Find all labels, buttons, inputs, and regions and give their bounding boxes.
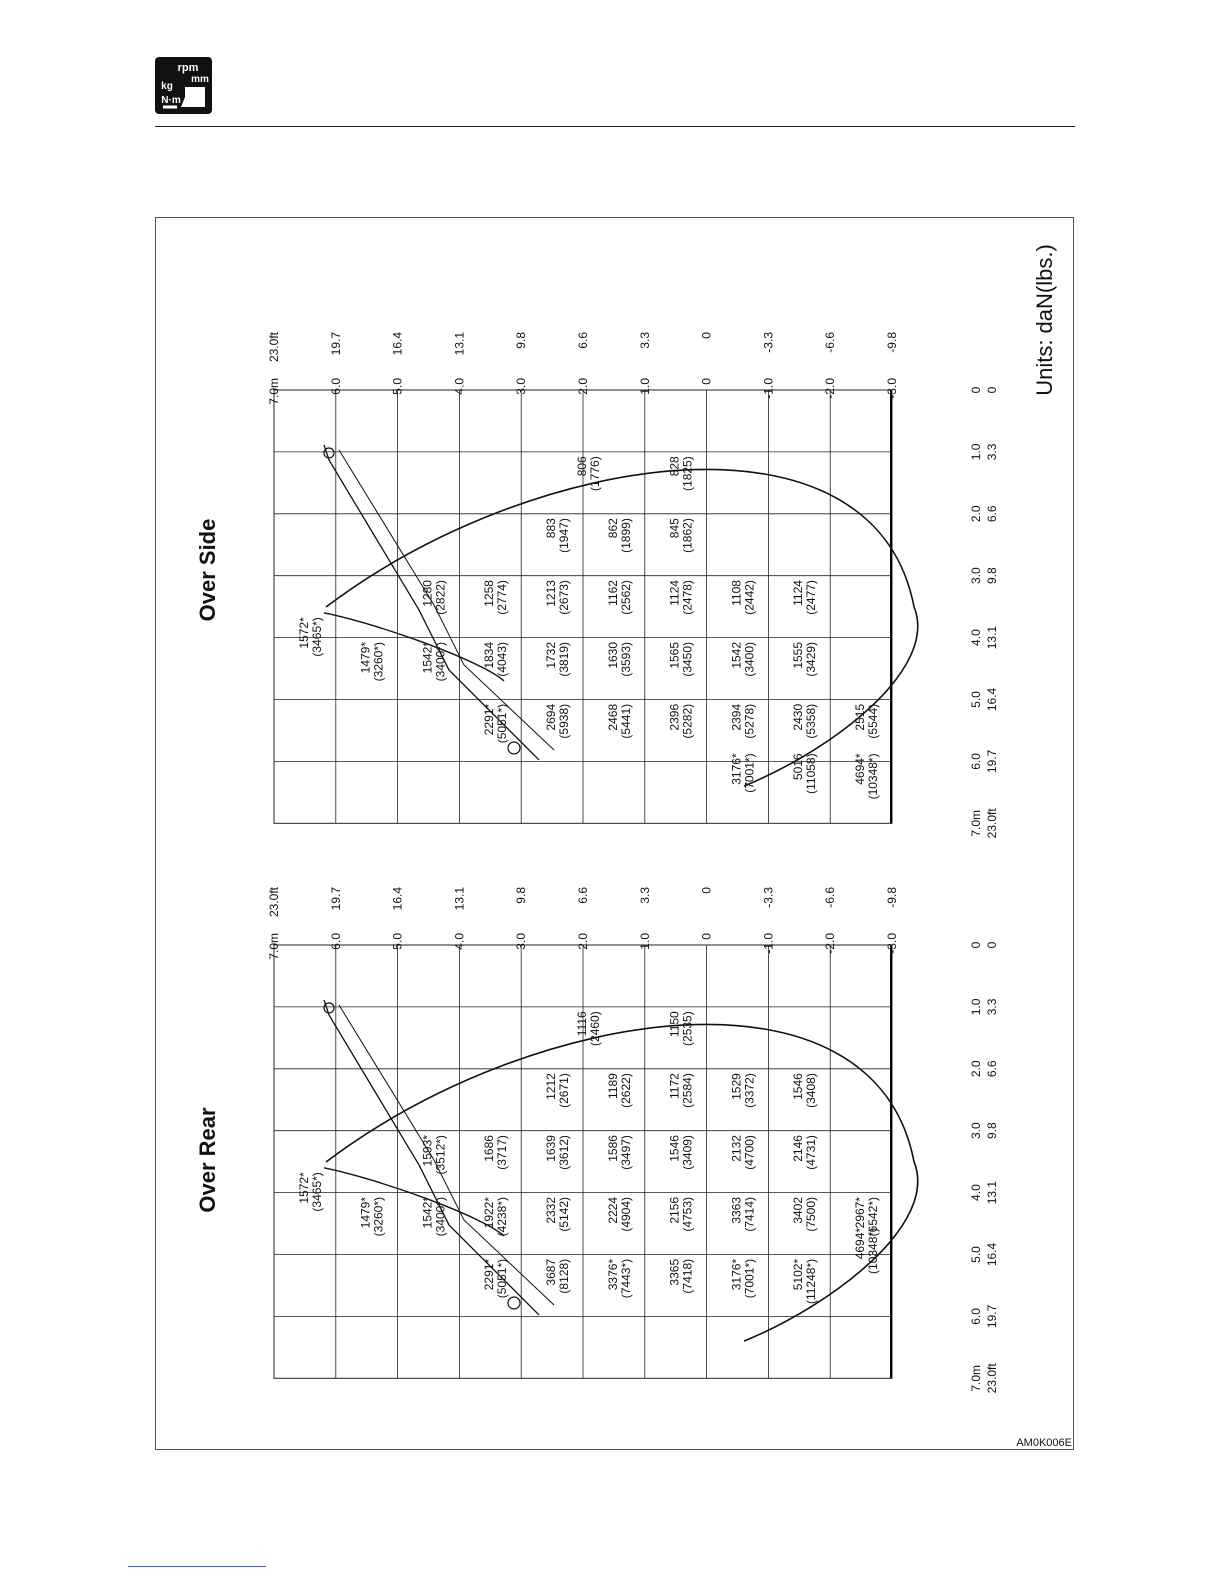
load-value: 4694* xyxy=(853,1227,867,1260)
load-value-lbs: (11248*) xyxy=(804,1258,819,1305)
boom-pin xyxy=(508,742,520,754)
radius-label-m: 3.0 xyxy=(969,567,983,585)
load-value-lbs: (3593) xyxy=(618,641,633,677)
load-value: 1108 xyxy=(729,580,744,606)
load-value-lbs: (3819) xyxy=(557,641,571,677)
load-value-lbs: (3372) xyxy=(742,1073,757,1108)
height-label-ft: 19.7 xyxy=(328,332,343,356)
load-value: 2291* xyxy=(482,703,497,736)
load-value: 2156 xyxy=(667,1196,682,1224)
radius-label-ft: 16.4 xyxy=(985,687,999,712)
load-value: 1542* xyxy=(420,641,435,674)
radius-label-ft: 9.8 xyxy=(985,1122,999,1140)
load-value-lbs: (5544) xyxy=(866,703,880,739)
over-rear-panel xyxy=(195,886,999,1393)
height-label-m: 1.0 xyxy=(637,933,652,950)
height-label-ft: 0 xyxy=(699,887,714,894)
load-value: 5016 xyxy=(791,753,806,781)
logo-mm-text: mm xyxy=(191,74,209,85)
radius-label-ft: 0 xyxy=(985,941,999,949)
inner-reach-curve xyxy=(324,613,504,681)
load-value-lbs: (4700) xyxy=(742,1135,757,1170)
load-value: 828 xyxy=(667,456,682,477)
load-value: 1542* xyxy=(420,1196,435,1229)
load-value-lbs: (10348*) xyxy=(866,753,880,800)
load-value: 806 xyxy=(574,456,589,477)
height-label-m: 4.0 xyxy=(452,378,467,395)
load-value: 3363 xyxy=(729,1196,744,1224)
load-value-lbs: (3429) xyxy=(804,641,819,677)
load-value-lbs: (11058) xyxy=(804,753,819,794)
radius-label-ft: 23.0ft xyxy=(985,808,999,839)
units-label: Units: daN(lbs.) xyxy=(1032,244,1057,396)
load-value: 1542 xyxy=(729,641,744,669)
load-value-lbs: (3512*) xyxy=(433,1135,448,1175)
load-value-lbs: (1947) xyxy=(557,518,571,553)
inner-reach-curve xyxy=(324,1168,504,1236)
height-label-ft: 9.8 xyxy=(514,887,529,904)
radius-label-m: 5.0 xyxy=(969,691,983,708)
radius-label-ft: 3.3 xyxy=(985,443,999,461)
radius-label-m: 1.0 xyxy=(969,443,983,461)
height-label-ft: 6.6 xyxy=(576,887,590,904)
load-value-lbs: (2562) xyxy=(618,580,633,615)
load-value: 2430 xyxy=(791,703,806,731)
load-value: 1593* xyxy=(420,1135,435,1167)
radius-label-m: 2.0 xyxy=(969,505,983,523)
load-value: 4694* xyxy=(853,753,867,785)
load-value: 1586 xyxy=(605,1135,620,1162)
radius-label-ft: 13.1 xyxy=(985,625,999,650)
load-value-lbs: (3612) xyxy=(557,1135,571,1170)
load-value-lbs: (3400*) xyxy=(433,641,448,682)
height-label-m: -3.0 xyxy=(885,933,899,954)
radius-label-ft: 19.7 xyxy=(985,749,999,774)
load-value-lbs: (7418) xyxy=(680,1258,695,1294)
load-value: 3365 xyxy=(667,1258,682,1286)
load-value-lbs: (3408) xyxy=(804,1073,819,1108)
load-value-lbs: (3409) xyxy=(680,1135,695,1170)
load-value-lbs: (1825) xyxy=(680,456,695,491)
height-label-ft: 23.0ft xyxy=(267,887,281,918)
load-value: 1116 xyxy=(574,1011,589,1037)
load-value: 1565 xyxy=(667,641,682,669)
radius-label-m: 0 xyxy=(969,941,983,949)
radius-label-m: 2.0 xyxy=(969,1060,983,1078)
height-label-m: 7.0m xyxy=(267,933,281,960)
load-value: 1572* xyxy=(296,1172,311,1204)
load-value-lbs: (2622) xyxy=(618,1073,633,1108)
arm-pin xyxy=(324,1003,334,1013)
load-value: 1150 xyxy=(667,1011,682,1038)
load-value: 3376* xyxy=(605,1258,620,1291)
radius-label-m: 6.0 xyxy=(969,753,983,770)
height-label-m: 0 xyxy=(699,378,714,385)
load-value-lbs: (5278) xyxy=(742,703,757,739)
load-value-lbs: (4043) xyxy=(495,641,510,677)
radius-label-ft: 9.8 xyxy=(985,567,999,585)
load-value-lbs: (7443*) xyxy=(618,1258,633,1299)
load-value: 1732 xyxy=(544,641,558,669)
height-label-ft: 23.0ft xyxy=(267,332,281,363)
load-value: 1189 xyxy=(605,1073,620,1099)
load-value-lbs: (8128) xyxy=(557,1258,571,1294)
chart-title: Over Side xyxy=(195,518,220,622)
load-value: 862 xyxy=(605,518,620,539)
height-label-ft: 6.6 xyxy=(576,332,590,349)
load-value-lbs: (4904) xyxy=(618,1196,633,1232)
load-value: 1572* xyxy=(296,617,311,649)
load-value: 1479* xyxy=(358,641,373,674)
radius-label-ft: 23.0ft xyxy=(985,1363,999,1394)
height-label-m: -1.0 xyxy=(761,933,776,954)
load-value: 3176* xyxy=(729,1258,744,1291)
load-value-lbs: (2477) xyxy=(804,580,819,615)
radius-label-m: 5.0 xyxy=(969,1246,983,1263)
load-value-lbs: (4753) xyxy=(680,1196,695,1232)
radius-label-m: 3.0 xyxy=(969,1122,983,1140)
boom-pin xyxy=(508,1297,520,1309)
height-label-m: -1.0 xyxy=(761,378,776,399)
height-label-ft: 13.1 xyxy=(452,887,467,911)
load-value: 3176* xyxy=(729,753,744,785)
load-value-lbs: (3465*) xyxy=(309,617,324,657)
load-value: 1686 xyxy=(482,1135,497,1162)
height-label-ft: -9.8 xyxy=(885,887,899,908)
height-label-ft: 16.4 xyxy=(390,887,405,911)
load-value-lbs: (3260*) xyxy=(371,1196,386,1237)
load-value-lbs: (5051*) xyxy=(495,1258,510,1299)
height-label-ft: 9.8 xyxy=(514,332,529,349)
over-side-panel xyxy=(195,331,999,838)
load-value: 845 xyxy=(667,518,682,539)
load-value-lbs: (2478) xyxy=(680,580,695,615)
load-value: 1172 xyxy=(667,1073,682,1099)
logo-rpm-text: rpm xyxy=(177,62,199,74)
load-value-lbs: (3260*) xyxy=(371,641,386,682)
height-label-m: 7.0m xyxy=(267,378,281,405)
height-label-m: -2.0 xyxy=(823,933,838,954)
radius-label-m: 4.0 xyxy=(969,629,983,646)
load-value-lbs: (6542*) xyxy=(866,1196,880,1237)
load-value-lbs: (7414) xyxy=(742,1196,757,1232)
load-value-lbs: (5358) xyxy=(804,703,819,739)
figure-code: AM0K006E xyxy=(1016,1437,1072,1449)
height-label-ft: 19.7 xyxy=(328,887,343,911)
load-value-lbs: (1776) xyxy=(587,456,602,491)
load-value: 2332 xyxy=(544,1196,558,1224)
load-value: 3402 xyxy=(791,1196,806,1224)
load-value-lbs: (10348*) xyxy=(866,1227,880,1274)
load-value-lbs: (3717) xyxy=(495,1135,510,1170)
height-label-ft: 13.1 xyxy=(452,332,467,356)
height-label-ft: -6.6 xyxy=(823,887,838,908)
load-value-lbs: (1899) xyxy=(618,518,633,553)
load-value: 5102* xyxy=(791,1258,806,1291)
load-value-lbs: (2671) xyxy=(557,1073,571,1108)
load-value: 2515 xyxy=(853,703,867,731)
height-label-m: 6.0 xyxy=(328,378,343,395)
load-value: 3687 xyxy=(544,1258,558,1286)
load-value-lbs: (3450) xyxy=(680,641,695,677)
load-value-lbs: (2442) xyxy=(742,580,757,615)
radius-label-ft: 19.7 xyxy=(985,1304,999,1329)
arm-pin xyxy=(324,448,334,458)
height-label-m: 1.0 xyxy=(637,378,652,395)
radius-label-ft: 16.4 xyxy=(985,1242,999,1267)
chart-title: Over Rear xyxy=(195,1107,220,1213)
height-label-m: 4.0 xyxy=(452,933,467,950)
radius-label-m: 7.0m xyxy=(969,1364,983,1392)
load-value: 1834 xyxy=(482,641,497,669)
radius-label-m: 4.0 xyxy=(969,1184,983,1201)
load-value-lbs: (2822) xyxy=(433,580,448,615)
radius-label-ft: 13.1 xyxy=(985,1180,999,1205)
load-value: 1280 xyxy=(420,580,435,607)
load-value: 1213 xyxy=(544,580,558,607)
load-value-lbs: (4731) xyxy=(804,1135,819,1170)
radius-label-ft: 6.6 xyxy=(985,1060,999,1078)
height-label-m: 2.0 xyxy=(576,933,590,950)
load-value-lbs: (2535) xyxy=(680,1011,695,1046)
height-label-ft: -3.3 xyxy=(761,332,776,353)
load-value: 1212 xyxy=(544,1073,558,1100)
radius-label-m: 1.0 xyxy=(969,998,983,1016)
load-value: 2146 xyxy=(791,1135,806,1162)
height-label-ft: -9.8 xyxy=(885,332,899,353)
load-value: 883 xyxy=(544,518,558,539)
height-label-ft: 3.3 xyxy=(637,887,652,904)
load-value: 1479* xyxy=(358,1196,373,1229)
load-value: 2468 xyxy=(605,703,620,731)
load-value-lbs: (3497) xyxy=(618,1135,633,1170)
load-value-lbs: (3400*) xyxy=(433,1196,448,1237)
load-value-lbs: (5441) xyxy=(618,703,633,739)
load-value: 1630 xyxy=(605,641,620,669)
height-label-m: 5.0 xyxy=(390,378,405,395)
height-label-m: 0 xyxy=(699,933,714,940)
load-value-lbs: (3400) xyxy=(742,641,757,677)
load-value: 2967* xyxy=(853,1196,867,1229)
load-value-lbs: (7500) xyxy=(804,1196,819,1232)
load-value-lbs: (7001*) xyxy=(742,1258,757,1299)
load-value: 1922* xyxy=(482,1196,497,1229)
height-label-m: 5.0 xyxy=(390,933,405,950)
load-value: 2694 xyxy=(544,703,558,731)
height-label-ft: -6.6 xyxy=(823,332,838,353)
load-value: 1555 xyxy=(791,641,806,669)
logo-nm-text: N·m xyxy=(161,95,181,106)
load-value-lbs: (5051*) xyxy=(495,703,510,744)
load-value: 1124 xyxy=(791,580,806,606)
load-value: 2396 xyxy=(667,703,682,731)
load-value: 1529 xyxy=(729,1073,744,1100)
load-value: 1162 xyxy=(605,580,620,606)
radius-label-ft: 3.3 xyxy=(985,998,999,1016)
height-label-ft: 16.4 xyxy=(390,332,405,356)
load-value-lbs: (5282) xyxy=(680,703,695,739)
load-value: 1546 xyxy=(791,1073,806,1100)
load-value-lbs: (3465*) xyxy=(309,1172,324,1212)
load-value-lbs: (1862) xyxy=(680,518,695,553)
footer-link-line xyxy=(128,1566,266,1567)
load-value-lbs: (5142) xyxy=(557,1196,571,1232)
load-value: 2132 xyxy=(729,1135,744,1162)
height-label-m: -3.0 xyxy=(885,378,899,399)
height-label-m: 6.0 xyxy=(328,933,343,950)
height-label-ft: 0 xyxy=(699,332,714,339)
height-label-ft: -3.3 xyxy=(761,887,776,908)
load-value-lbs: (4238*) xyxy=(495,1196,510,1237)
load-value-lbs: (7001*) xyxy=(742,753,757,793)
radius-label-ft: 6.6 xyxy=(985,505,999,523)
load-value: 2291* xyxy=(482,1258,497,1291)
radius-label-m: 0 xyxy=(969,386,983,394)
load-value-lbs: (5938) xyxy=(557,703,571,739)
logo-kg-text: kg xyxy=(161,81,173,92)
load-value-lbs: (2584) xyxy=(680,1073,695,1108)
load-value-lbs: (2774) xyxy=(495,580,510,615)
load-value: 1639 xyxy=(544,1135,558,1162)
load-value: 1124 xyxy=(667,580,682,606)
height-label-m: 3.0 xyxy=(514,933,529,950)
height-label-m: -2.0 xyxy=(823,378,838,399)
height-label-m: 3.0 xyxy=(514,378,529,395)
load-value: 1546 xyxy=(667,1135,682,1162)
radius-label-m: 6.0 xyxy=(969,1308,983,1325)
load-value-lbs: (2673) xyxy=(557,580,571,615)
load-value: 2224 xyxy=(605,1196,620,1224)
load-value: 1258 xyxy=(482,580,497,607)
height-label-m: 2.0 xyxy=(576,378,590,395)
height-label-ft: 3.3 xyxy=(637,332,652,349)
load-value-lbs: (2460) xyxy=(587,1011,602,1046)
radius-label-ft: 0 xyxy=(985,386,999,394)
radius-label-m: 7.0m xyxy=(969,809,983,837)
load-value: 2394 xyxy=(729,703,744,731)
